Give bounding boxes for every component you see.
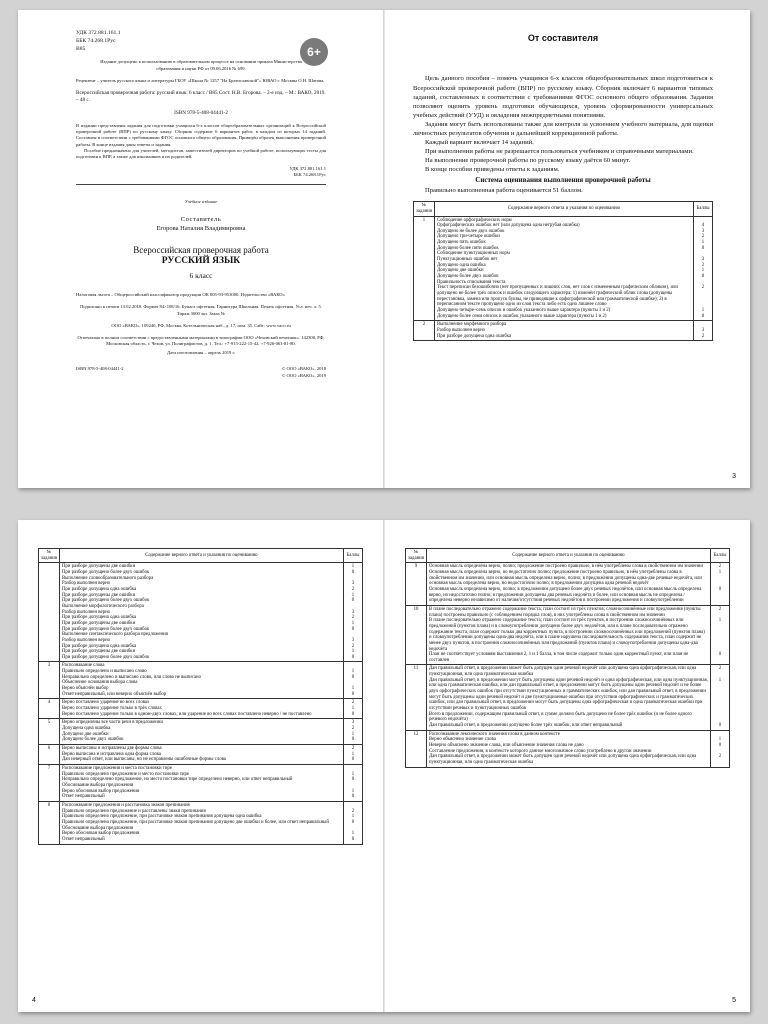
criterion-text: При разборе допущена одна ошибка — [61, 586, 137, 592]
intro-paragraph: Каждый вариант включает 14 заданий. — [425, 139, 534, 147]
criteria-cell — [59, 699, 343, 719]
criteria-cell — [434, 216, 693, 321]
criterion-text: План не соответствует условиям выставления 2, 1 и 1 балла, в том числе содержит только один корректный пункт, или план не составлен — [428, 652, 689, 663]
criteria-cell — [59, 801, 343, 844]
criterion-text: Выполнение морфемного разбора — [436, 322, 507, 328]
criteria-cell — [426, 730, 710, 767]
task-number: 5 — [39, 719, 60, 745]
points-value: 0 — [718, 723, 722, 729]
criterion-text: Основная мысль определена верно, полно; в предложении допущено более двух речевых недочётов, или основная мысль определена верно, но недостаточно полно; в предложении допущены два речевых недочёта и более, или основная мысль не определена / определена неверно независимо от наличия/отсутствия речевых недочётов в построении предложения и словоупотреблении — [428, 586, 702, 604]
points-value: 0 — [351, 598, 355, 604]
points-value: 0 — [701, 245, 705, 251]
udc-right-line: УДК 372.881.161.1 — [289, 166, 326, 172]
intro-paragraph: Задания могут быть использованы также для контроля за усвоением учебного материала, для оценки личностных результатов обучения и дальнейшей коррекционной работы. — [413, 120, 713, 137]
criterion-text: В плане последовательно отражено содержание текста; план состоит из трёх пунктов; сложносочинённые или предложения (пункты плана) построены правильно (с соблюдением порядка слов), в них употреблены слова в свойственном им значении — [428, 606, 701, 618]
compiler-page — [385, 10, 750, 488]
criterion-text: Выполнение синтаксического разбора предложения — [61, 632, 168, 638]
criteria-cell — [59, 719, 343, 745]
col-header-points: Баллы — [694, 202, 713, 216]
criterion-text: При разборе допущено более двух ошибок — [61, 626, 150, 632]
points-cell — [711, 563, 730, 606]
criterion-text: При разборе допущена одна ошибка — [61, 643, 137, 649]
criterion-text: Распознавание предложения и расстановка знаков препинания — [61, 802, 190, 808]
criterion-text: Допущено более двух ошибок — [61, 737, 124, 743]
points-cell — [711, 730, 730, 767]
points-value: 0 — [351, 737, 355, 743]
points-value: 4 — [701, 223, 705, 229]
criterion-text: При разборе допущены две ошибки — [61, 592, 136, 598]
points-value: 0 — [701, 313, 705, 319]
system-text: Правильно выполненная работа оценивается 51 баллом. — [425, 187, 583, 195]
criterion-text: Распознавание слова — [61, 663, 105, 669]
page-number: 3 — [732, 473, 736, 480]
score-table-p3 — [413, 201, 713, 341]
criterion-text: Верно выписана и исправлена одна форма слова — [61, 751, 161, 757]
points-value: 0 — [351, 674, 355, 680]
points-cell — [344, 662, 363, 699]
annotation-audience: Пособие предназначено для учителей, методистов, заместителей директоров по учебной работе, использующих тесты для подготовки к ВПР, а также для школьников и их родителей. — [76, 147, 326, 160]
criterion-text: Неверно объяснено значение слова, или объяснение значения слова не дано — [428, 743, 584, 748]
criterion-text: Допущено пять ошибок — [436, 240, 486, 246]
points-value: 3 — [351, 720, 355, 726]
points-value: 1 — [351, 620, 355, 626]
system-heading: Система оценивания выполнения проверочной работы — [475, 176, 651, 185]
points-cell — [344, 745, 363, 765]
col-header-content: Содержание верного ответа и указания по оцениванию — [426, 549, 710, 563]
points-cell — [344, 719, 363, 745]
criterion-text: При разборе допущено более двух ошибок — [61, 569, 150, 575]
table-row — [406, 605, 730, 665]
criterion-text: Верно обоснован выбор предложения — [61, 831, 140, 837]
col-header-points: Баллы — [711, 549, 730, 563]
intro-heading: От составителя — [527, 33, 599, 43]
table-row — [406, 665, 730, 730]
points-value: 1 — [718, 569, 722, 575]
points-value: 1 — [351, 731, 355, 737]
points-value: 3 — [351, 637, 355, 643]
criterion-text: Составление предложения, в контексте которого данное многозначное слово употреблено в другом значении — [428, 748, 652, 754]
points-cell — [711, 605, 730, 665]
criterion-text: Выполнение словообразовательного разбора — [61, 575, 154, 581]
criterion-text: При разборе допущена одна ошибка — [61, 615, 137, 621]
edition-type: Учебное издание — [184, 198, 218, 204]
reviewer-note: Рецензент – учитель русского языка и литературы ГБОУ «Школа № 1257 "На Братиславской"» ЮВАО г. Москвы О.Н. Шатова. — [76, 77, 325, 83]
criterion-text: Правильность списывания текста — [436, 279, 506, 285]
criterion-text: Верно выписаны и исправлены две формы слова — [61, 746, 162, 751]
criterion-text: Всего в предложении, содержащим правильный ответ, в сумме должно быть допущено не более трёх ошибок (и не более одного речевого недочёта) — [428, 711, 692, 723]
criteria-cell — [59, 563, 343, 662]
udc-right — [76, 166, 326, 178]
criterion-text: Верно объяснён выбор — [61, 686, 109, 692]
points-value: 2 — [351, 643, 355, 649]
table-wrap — [38, 548, 363, 845]
points-value: 0 — [351, 654, 355, 660]
criterion-text: Распознавание предложения и места постановки тире — [61, 765, 172, 771]
points-value: 0 — [351, 836, 355, 842]
criterion-text: Верно поставлено ударение только в трёх словах — [61, 706, 162, 712]
score-page-5 — [385, 520, 750, 1012]
table-row — [406, 563, 730, 606]
criteria-cell — [426, 563, 710, 606]
page-number: 4 — [32, 997, 36, 1004]
points-value: 1 — [351, 592, 355, 598]
col-header-content: Содержание верного ответа и указания по оцениванию — [434, 202, 693, 216]
points-value: 0 — [351, 711, 355, 717]
criterion-text: Правильно определено предложение и расставлены знаки препинания — [61, 808, 206, 814]
criterion-text: Дан неверный ответ, или выписаны, но не исправлены ошибочные формы слова — [61, 757, 226, 763]
points-value: 1 — [701, 240, 705, 246]
criterion-text: Допущено три-четыре ошибки — [436, 234, 500, 240]
points-value: 0 — [351, 569, 355, 575]
criterion-text: Неправильно определено и выписано слово, или слово не выписано — [61, 674, 201, 680]
points-value: 2 — [351, 700, 355, 706]
points-value: 2 — [718, 754, 722, 760]
table-row — [39, 563, 363, 662]
criterion-text: Основная мысль определена верно, но недостаточно полно; предложение построено правильно, в нём употреблены слова в свойственном им значении, или основная мысль определена верно, полно; в предложении допущены одна-две речевые недочёта, или основная мысль определена верно, но недостаточно полно; в предложении допущена одна речевой недочёт — [428, 569, 702, 587]
col-header-content: Содержание верного ответа и указания по оцениванию — [59, 549, 343, 563]
intro-block — [413, 32, 713, 341]
criteria-cell — [59, 662, 343, 699]
criterion-text: Орфографических ошибок нет (или допущена одна негрубая ошибка) — [436, 223, 580, 229]
criterion-text: Верно поставлено ударение только в одном-двух словах, или ударение во всех словах поставлено неверно / не поставлено — [61, 711, 312, 717]
intro-paragraph: На выполнение проверочной работы по русскому языку даётся 60 минут. — [425, 157, 631, 165]
criterion-text: Верно определены все части речи в предложении — [61, 720, 163, 726]
intro-paragraph: При выполнении работы не разрешается пользоваться учебником и справочными материалами. — [425, 148, 694, 156]
points-cell — [344, 563, 363, 662]
points-value: 2 — [718, 606, 722, 612]
criterion-text: Выполнение морфологического разбора — [61, 603, 144, 609]
task-number: 4 — [39, 699, 60, 719]
points-value: 1 — [351, 649, 355, 655]
task-number: 2 — [414, 321, 435, 341]
points-value: 2 — [351, 746, 355, 751]
points-value: 0 — [701, 274, 705, 280]
col-header-num: № задания — [406, 549, 427, 563]
table-row — [39, 699, 363, 719]
table-row — [39, 801, 363, 844]
printer-info: Отпечатано в полном соответствии с предоставленными материалами в типографии ООО «Чеховский печатник». 142300, РФ, Московская область, г. Чехов, ул. Полиграфистов, д. 1. Тел.: +7-915-222-15-42, +7-926-063-81-80. — [77, 334, 325, 347]
criterion-text: При разборе допущено более двух ошибок — [61, 598, 150, 604]
criterion-text: Разбор выполнен верно — [61, 637, 111, 643]
criterion-text: Допущена одна ошибка — [61, 726, 111, 732]
catalog-entry: Всероссийская проверочная работа: русский язык. 6 класс / В85 Сост. Н.В. Егорова. – 2-е изд. – М.: ВАКО, 2019. – 48 с. — [76, 90, 326, 104]
points-value: 2 — [701, 333, 705, 339]
criterion-text: При разборе допущены две ошибки — [61, 649, 136, 655]
points-value: 2 — [701, 234, 705, 240]
criterion-text: Допущено четыре–семь описок и ошибок указанного выше характера (пункты 1 и 2) — [436, 308, 611, 313]
table-row — [39, 719, 363, 745]
criterion-text: При разборе допущено более двух ошибок — [61, 654, 150, 660]
points-cell — [344, 801, 363, 844]
criteria-cell — [426, 605, 710, 665]
approval-note: Издание допущено к использованию в образовательном процессе на основании приказа Министерства образования и науки РФ от 09.06.2016 № 699. — [100, 59, 302, 71]
criterion-text: Правильно определено предложение, при расстановке знаков препинания допущена одна ошибка — [61, 814, 262, 820]
divider — [76, 184, 326, 185]
criterion-text: Допущено не более двух ошибок — [436, 228, 505, 234]
table-row — [406, 730, 730, 767]
criteria-cell — [434, 321, 693, 341]
points-value: 3 — [701, 257, 705, 263]
criterion-text: Текст переписан безошибочно (нет пропущенных и лишних слов, нет слов с измененным графическим обликом), или допущено не более трёх описок и ошибок следующего характера: 1) изменён графический облик слова (допущены перестановка, замена или пропуск буквы, не приводящие к орфографической или грамматической ошибке); 2) в переписанном тексте пропущено одно из слов текста либо есть одно лишнее слово — [436, 285, 678, 308]
criterion-text: Правильно определено предложение и место постановки тире — [61, 771, 190, 777]
criteria-cell — [426, 665, 710, 730]
points-value: 1 — [351, 751, 355, 757]
points-value: 1 — [351, 706, 355, 712]
criterion-text: Обоснование выбора предложения — [61, 825, 134, 831]
task-number: 11 — [406, 665, 427, 730]
points-value: 2 — [351, 586, 355, 592]
table-row — [39, 764, 363, 801]
intro-paragraph: Цель данного пособия – помочь учащимся 6-х классов общеобразовательных школ подготовиться к Всероссийской проверочной работе (ВПР) по русскому языку. Сборник включает 6 вариантов типовых заданий, составленных в соответствии с требованиями ФГОС основного общего образования. Задания позволяют оценить уровень подготовки обучающихся, уровень сформированности универсальных учебных действий (УУД) и овладения межпредметными понятиями. — [413, 75, 713, 119]
points-value: 0 — [718, 586, 722, 592]
subject-title: РУССКИЙ ЯЗЫК — [161, 255, 241, 266]
criterion-text: Ответ неправильный — [61, 836, 105, 842]
criterion-text: Правильно определено и выписано слово — [61, 669, 147, 675]
task-number: 3 — [39, 662, 60, 699]
criterion-text: Основная мысль определена верно, полно; предложение построено правильно, в нём употреблены слова в свойственном им значении — [428, 564, 703, 570]
print-date: Дата изготовления – апрель 2019 г. — [166, 350, 236, 356]
criterion-text: При разборе допущены две ошибки — [61, 564, 136, 570]
points-value: 1 — [351, 788, 355, 794]
points-value: 2 — [351, 726, 355, 732]
points-cell — [694, 216, 713, 321]
points-value: 0 — [351, 757, 355, 763]
criterion-text: Неправильно определено предложение, но место постановки тире определено неверно, или ответ неправильный — [61, 777, 293, 783]
grade-title: 6 класс — [189, 271, 213, 281]
isbn-bottom: ISBN 978-5-408-04441-2 — [76, 366, 124, 372]
criterion-text: Допущено две ошибки — [436, 268, 484, 274]
points-value: 1 — [351, 686, 355, 692]
points-value — [713, 712, 727, 723]
age-rating-badge: 6+ — [300, 38, 328, 66]
udc-line: УДК 372.881.161.1 — [76, 30, 121, 36]
points-value: 3 — [701, 228, 705, 234]
table-row — [39, 745, 363, 765]
criterion-text: Дан правильный ответ, в предложении допущено более трёх ошибок, или ответ неправильный — [428, 723, 623, 729]
criterion-text: Дан правильный ответ, в предложении может быть допущен один речевой недочёт или допущена одна орфографическая, или одна пунктуационная, или одна грамматическая ошибка — [428, 666, 697, 678]
points-value: 3 — [351, 581, 355, 587]
points-value: 1 — [718, 677, 722, 683]
score-table-p4 — [38, 548, 363, 845]
criterion-text: При разборе допущены две ошибки — [61, 620, 136, 626]
page-number: 5 — [732, 997, 736, 1004]
task-number: 8 — [39, 801, 60, 844]
criteria-cell — [59, 745, 343, 765]
imprint-page — [18, 10, 383, 488]
criterion-text: Допущено две ошибки — [61, 731, 109, 737]
criterion-text: Допущено более двух ошибок — [436, 274, 499, 280]
points-value: 1 — [351, 669, 355, 675]
points-value: 1 — [701, 268, 705, 274]
task-number: 6 — [39, 745, 60, 765]
copyright-row — [76, 366, 326, 378]
publisher-info: ООО «ВАКО». 109240, РФ, Москва, Котельническая наб., д. 17, пом. 35. Сайт: www.vaco.ru — [111, 322, 291, 328]
compiler-name: Егорова Наталия Владимировна — [156, 224, 246, 232]
imprint-block — [76, 30, 326, 379]
copyright-line: © ООО «ВАКО», 2018 — [281, 366, 326, 372]
criterion-text: При разборе допущена одна ошибка — [436, 333, 512, 339]
criterion-text: В плане последовательно отражено содержание текста; план состоит из трёх пунктов, в построении сложносочинённых или предложений (пунктов плана) и в словоупотреблении допущено более двух недочётов, или в плане последовательно отражено содержание текста, план содержит только два корректных пункта, в построении сложносочинённых или предложений (пунктов плана) и словоупотреблении допущены одна-два недочёта, или в плане нарушена последовательность содержания текста, план содержит не менее двух пунктов, в построении сложносочинённых или предложений (пунктов плана) и словоупотреблении допущены одна-два недочёта — [428, 618, 705, 652]
criterion-text: Разбор выполнен верно — [61, 609, 111, 615]
task-number: 12 — [406, 730, 427, 767]
points-value: 0 — [351, 819, 355, 825]
points-value: 1 — [718, 737, 722, 743]
table-header-row — [406, 549, 730, 563]
points-value: 0 — [351, 794, 355, 800]
criterion-text: Дан правильный ответ, в предложении может быть допущен один речевой недочёт или допущена одна орфографическая, или одна пунктуационная, или одна грамматическая ошибка — [428, 754, 697, 765]
points-value: 2 — [351, 615, 355, 621]
task-number: 7 — [39, 764, 60, 801]
criterion-text: Разбор выполнен верно — [61, 581, 111, 587]
table-row — [414, 216, 713, 321]
points-value: 2 — [351, 808, 355, 814]
points-value: 3 — [351, 609, 355, 615]
intro-paragraph: В конце пособия приведены ответы к заданиям. — [425, 166, 560, 174]
criterion-text: Соблюдение пунктуационных норм — [436, 251, 510, 257]
points-value: 2 — [701, 262, 705, 268]
criterion-text: Верно обоснован выбор предложения — [61, 788, 140, 794]
points-cell — [344, 764, 363, 801]
points-cell — [694, 321, 713, 341]
bottom-spread — [18, 520, 750, 1012]
criterion-text: Пунктуационных ошибок нет — [436, 257, 498, 263]
criterion-text: Объяснение основания выбора слова — [61, 680, 138, 686]
udc-codes — [76, 30, 326, 53]
col-header-num: № задания — [39, 549, 60, 563]
criterion-text: Правильно определено предложение, при расстановке знаков препинания допущено две ошибки и более, или ответ неправильный — [61, 819, 329, 825]
table-header-row — [39, 549, 363, 563]
criterion-text: Распознавание лексического значения слова в данном контексте — [428, 731, 560, 737]
copyright-line: © ООО «ВАКО», 2019 — [281, 372, 326, 378]
criterion-text: Допущено более семи описок и ошибок указанного выше характера (пункты 1 и 2) — [436, 313, 607, 319]
points-value: 0 — [351, 691, 355, 697]
table-header-row — [414, 202, 713, 216]
criterion-text: Допущено более пяти ошибок — [436, 245, 499, 251]
points-value: 0 — [351, 626, 355, 632]
points-value: 0 — [351, 777, 355, 783]
author-sign-line: В85 — [76, 45, 86, 52]
task-number: 9 — [406, 563, 427, 606]
annotation: В издании представлены задания для подготовки учащихся 6-х классов общеобразовательных организаций к Всероссийской проверочной работе (ВПР) по русскому языку. Сборник содержит 6 вариантов работ, в каждом из которых 14 заданий. Составлен в соответствии с требованиями ФГОС основного общего образования. Приведён образец выполнения проверочной работы. В конце издания даны ответы и задания. — [76, 123, 326, 147]
top-spread — [18, 10, 750, 488]
points-cell — [344, 699, 363, 719]
print-data: Подписано к печати 13.02.2019. Формат 84×108/16. Бумага офсетная. Гарнитура Школьная. Печать офсетная. Усл. печ. л. 5. Тираж 3000 экз. Заказ № — [80, 304, 322, 316]
criteria-cell — [59, 764, 343, 801]
criterion-text: Обоснование выбора предложения — [61, 782, 134, 788]
points-value: 1 — [351, 814, 355, 820]
criterion-text: Верно поставлено ударение во всех словах — [61, 700, 150, 706]
col-header-num: № задания — [414, 202, 435, 216]
table-row — [39, 662, 363, 699]
criterion-text: Ответ неправильный — [61, 794, 105, 800]
copyright-lines — [282, 366, 326, 378]
points-value: 0 — [718, 743, 722, 748]
bbk-right-line: ББК 74.268.1Рус — [293, 172, 326, 178]
task-number — [39, 563, 60, 662]
points-value: 1 — [701, 308, 705, 313]
isbn-line: ISBN 978-5-408-04441-2 — [174, 110, 228, 117]
points-cell — [711, 665, 730, 730]
points-value: 1 — [351, 831, 355, 837]
table-wrap — [405, 548, 730, 768]
criterion-text: Допущено одна ошибка — [436, 262, 486, 268]
col-header-points: Баллы — [344, 549, 363, 563]
points-value: 2 — [718, 666, 722, 672]
bbk-line: ББК 74.268.1Рус — [76, 37, 116, 44]
compiler-label: Составитель — [180, 215, 222, 223]
points-value: 1 — [351, 771, 355, 777]
points-value: 2 — [701, 285, 705, 291]
points-value: 1 — [351, 564, 355, 570]
criterion-text: Дан правильный ответ, в предложении могут быть допущены один речевой недочёт и одна орфографическая, или одна пунктуационная, или одна грамматическая ошибка, или дан правильный ответ, в предложении могут быть допущены один речевой недочёт и не более двух орфографических ошибок при отсутствии пунктуационных и грамматических ошибок, или дан правильный ответ, в предложении могут быть допущены один речевой недочёт и две пунктуационные ошибки при отсутствии орфографических и грамматических ошибок, или дан правильный ответ, в предложении могут быть допущены одна орфографическая и одна грамматическая ошибки при отсутствии речевых и пунктуационных ошибок — [428, 677, 708, 712]
work-title: Всероссийская проверочная работа — [133, 244, 269, 255]
criterion-text: Соблюдение орфографических норм — [436, 217, 512, 223]
points-value: 0 — [718, 652, 722, 658]
task-number: 10 — [406, 605, 427, 665]
criterion-text: Разбор выполнен верно — [436, 327, 486, 333]
score-table-p5 — [405, 548, 730, 768]
score-page-4 — [18, 520, 383, 1012]
points-value: 2 — [718, 564, 722, 570]
tax-note: Налоговая льгота – Общероссийский классификатор продукции ОК 005-93-953000. Издательство «ВАКО» — [76, 292, 285, 298]
points-value: 3 — [701, 327, 705, 333]
criterion-text: Ответ неправильный, или неверно объяснён выбор — [61, 691, 167, 697]
criterion-text: Верно объяснено значение слова — [428, 737, 496, 743]
points-value: 1 — [718, 618, 722, 624]
task-number: 1 — [414, 216, 435, 321]
table-row — [414, 321, 713, 341]
